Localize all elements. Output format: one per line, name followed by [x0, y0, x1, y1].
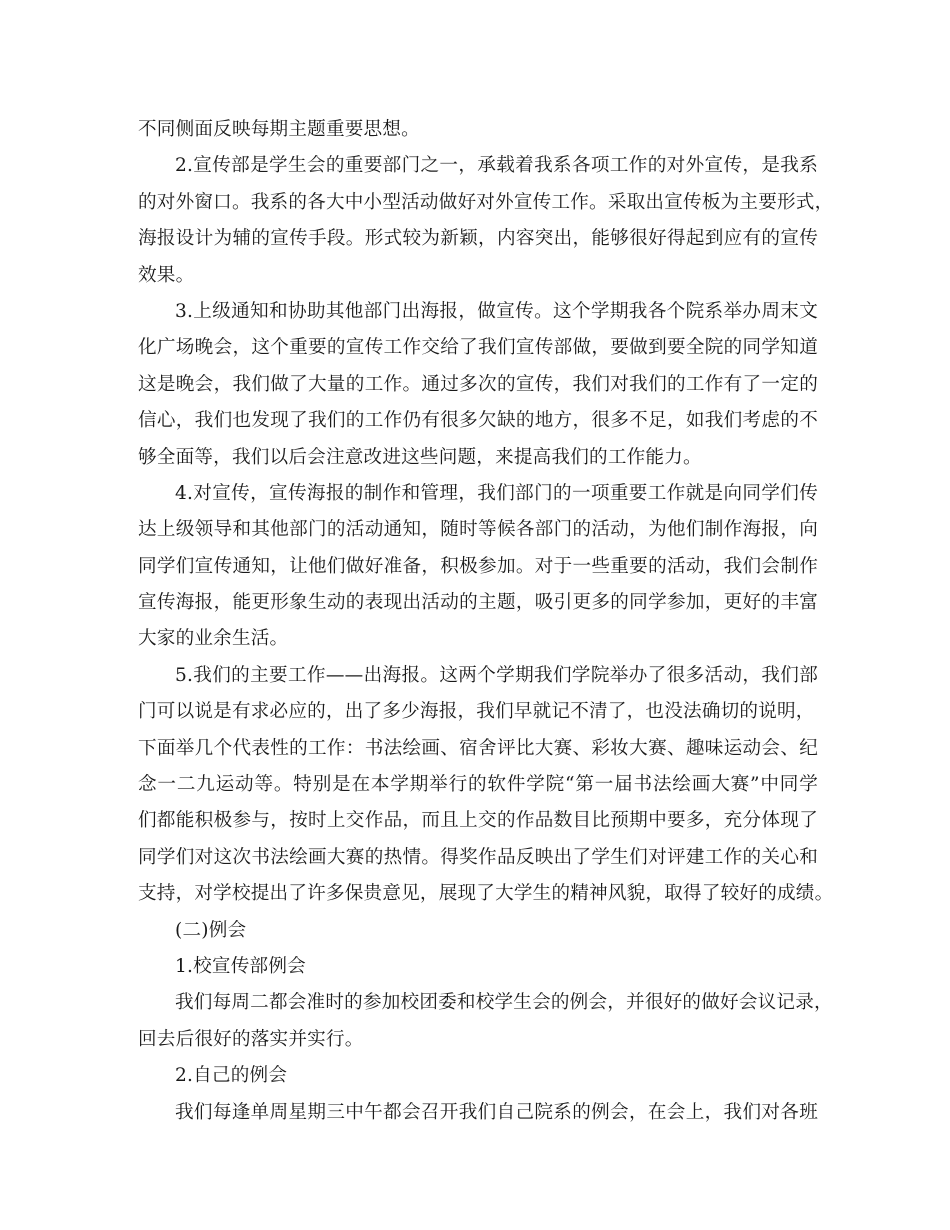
- text-line: 支持，对学校提出了许多保贵意见，展现了大学生的精神风貌，取得了较好的成绩。: [138, 883, 834, 905]
- text-line: 大家的业余生活。: [138, 628, 289, 650]
- text-line: 不同侧面反映每期主题重要思想。: [138, 119, 420, 140]
- text-line: 2.自己的例会: [175, 1065, 288, 1087]
- text-line: 回去后很好的落实并实行。: [138, 1028, 364, 1050]
- text-line: 我们每逢单周星期三中午都会召开我们自己院系的例会，在会上，我们对各班: [175, 1101, 818, 1123]
- text-line: 信心，我们也发现了我们的工作仍有很多欠缺的地方，很多不足，如我们考虑的不: [138, 410, 818, 432]
- text-line: 这是晚会，我们做了大量的工作。通过多次的宣传，我们对我们的工作有了一定的: [138, 373, 818, 395]
- text-line: 同学们对这次书法绘画大赛的热情。得奖作品反映出了学生们对评建工作的关心和: [138, 846, 818, 868]
- text-line: 1.校宣传部例会: [175, 955, 306, 977]
- text-line: 3.上级通知和协助其他部门出海报，做宣传。这个学期我各个院系举办周末文: [175, 300, 818, 322]
- text-line: 们都能积极参与，按时上交作品，而且上交的作品数目比预期中要多，充分体现了: [138, 810, 818, 832]
- text-line: 我们每周二都会准时的参加校团委和校学生会的例会，并很好的做好会议记录，: [175, 992, 833, 1014]
- text-line: 宣传海报，能更形象生动的表现出活动的主题，吸引更多的同学参加，更好的丰富: [138, 592, 818, 614]
- text-line: 念一二九运动等。特别是在本学期举行的软件学院“第一届书法绘画大赛”中同学: [138, 774, 818, 796]
- text-line: 4.对宣传，宣传海报的制作和管理，我们部门的一项重要工作就是向同学们传: [175, 482, 818, 504]
- text-line: 门可以说是有求必应的，出了多少海报，我们早就记不清了，也没法确切的说明，: [138, 701, 815, 723]
- text-line: 海报设计为辅的宣传手段。形式较为新颖，内容突出，能够很好得起到应有的宣传: [138, 228, 818, 250]
- text-line: 化广场晚会，这个重要的宣传工作交给了我们宣传部做，要做到要全院的同学知道: [138, 337, 818, 359]
- text-line: (二)例会: [175, 919, 247, 941]
- text-line: 2.宣传部是学生会的重要部门之一，承载着我系各项工作的对外宣传，是我系: [175, 155, 818, 177]
- body-text: [138, 112, 834, 1131]
- text-line: 下面举几个代表性的工作：书法绘画、宿舍评比大赛、彩妆大赛、趣味运动会、纪: [138, 737, 818, 759]
- text-line: 达上级领导和其他部门的活动通知，随时等候各部门的活动，为他们制作海报，向: [138, 519, 818, 541]
- text-line: 够全面等，我们以后会注意改进这些问题，来提高我们的工作能力。: [138, 446, 702, 468]
- text-line: 效果。: [138, 264, 195, 286]
- text-line: 的对外窗口。我系的各大中小型活动做好对外宣传工作。采取出宣传板为主要形式，: [138, 191, 834, 213]
- text-line: 5.我们的主要工作——出海报。这两个学期我们学院举办了很多活动，我们部: [175, 664, 818, 686]
- text-line: 同学们宣传通知，让他们做好准备，积极参加。对于一些重要的活动，我们会制作: [138, 555, 818, 577]
